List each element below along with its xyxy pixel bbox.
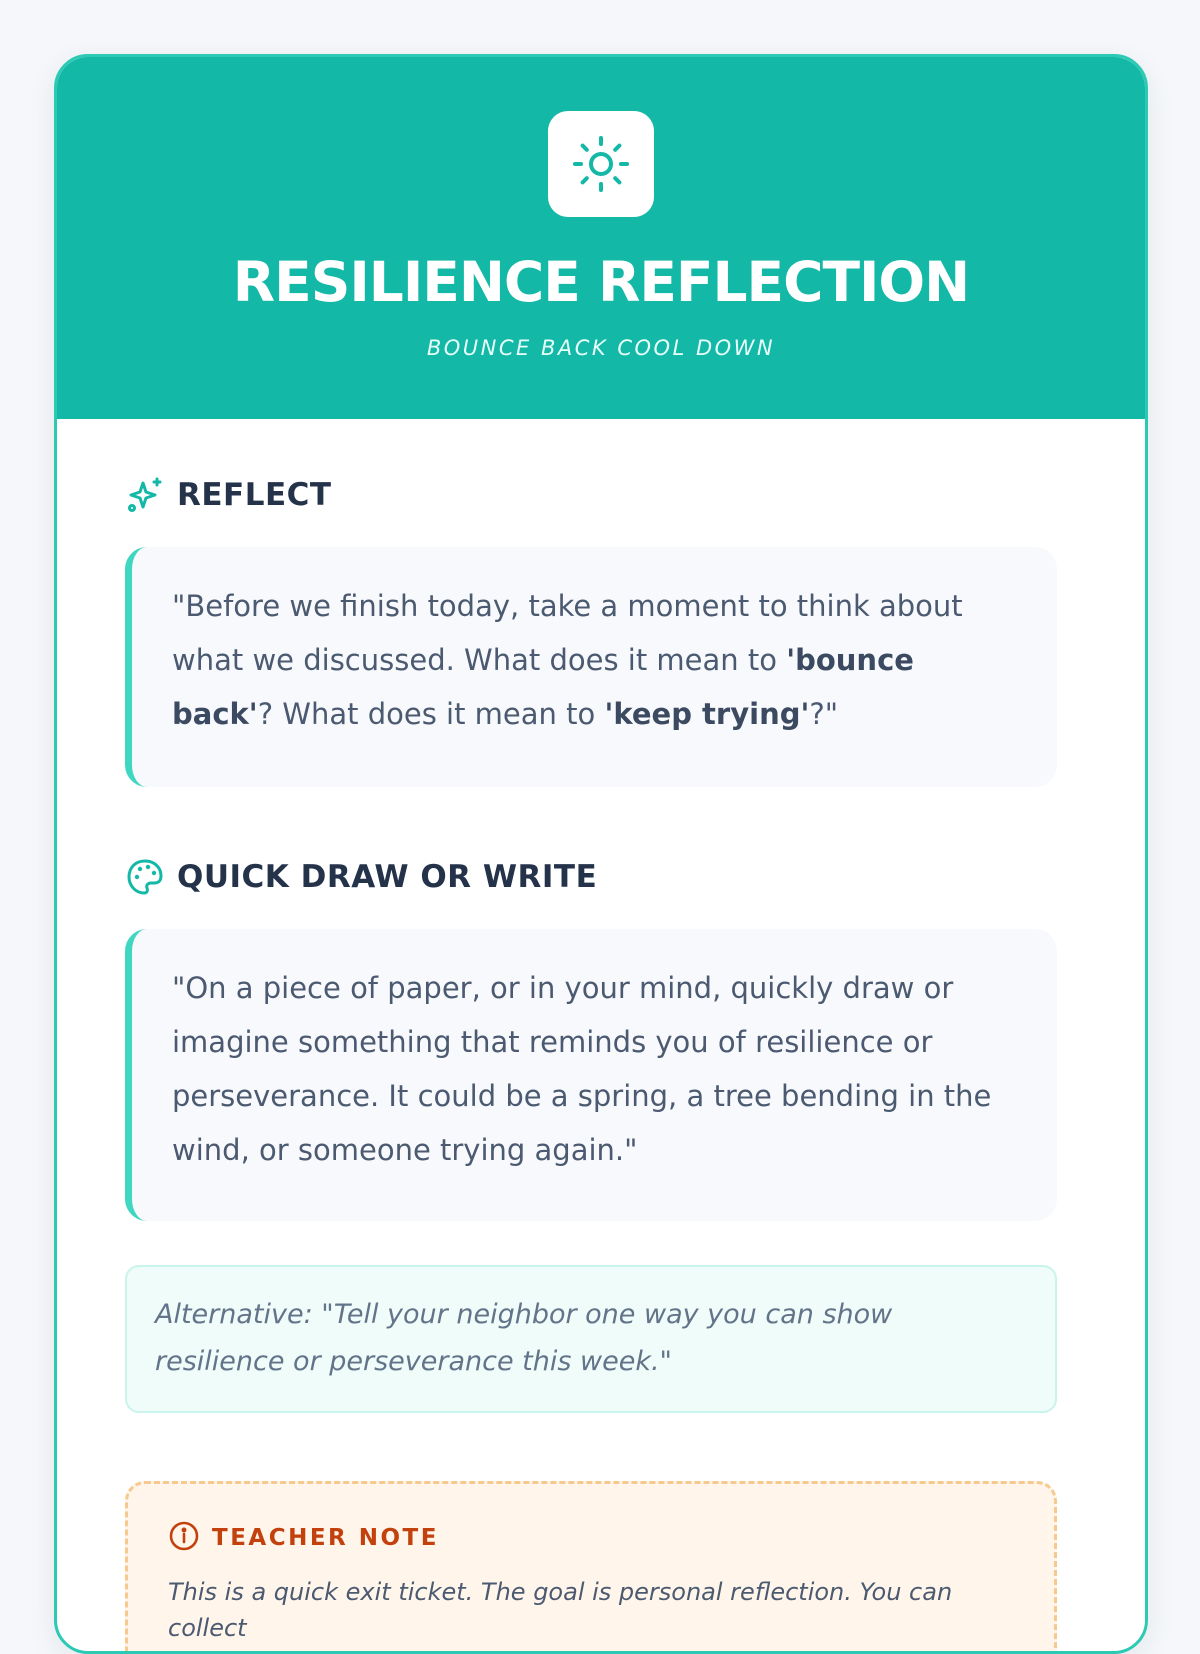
page-subtitle: BOUNCE BACK COOL DOWN [426,336,776,360]
sparkles-icon [125,475,165,515]
quote-text: "Before we finish today, take a moment to think about what we discussed. What does it mean to [172,589,963,677]
quote-text: ?" [809,697,839,731]
info-icon [168,1520,200,1556]
teacher-note [125,1481,1057,1654]
quote-emphasis: 'bounce back' [172,643,914,731]
reflect-quote [125,547,1057,787]
page-title: RESILIENCE REFLECTION [232,250,970,314]
section-title: QUICK DRAW OR WRITE [177,859,598,895]
section-draw-heading [125,857,597,897]
card-header [57,57,1145,419]
quote-text: ? What does it mean to [257,697,605,731]
teacher-note-text: This is a quick exit ticket. The goal is personal reflection. You can collect [168,1578,953,1642]
reflection-card [54,54,1148,1654]
section-title: REFLECT [177,477,332,513]
palette-icon [125,857,165,897]
teacher-note-title: TEACHER NOTE [212,1525,439,1551]
section-reflect-heading [125,475,332,515]
sun-icon [548,111,654,217]
draw-quote: "On a piece of paper, or in your mind, quickly draw or imagine something that reminds you of resilience or perseverance. It could be a spring, a tree bending in the wind, or someone trying again." [125,929,1057,1221]
teacher-note-heading [168,1520,439,1556]
quote-emphasis: 'keep trying' [604,697,810,731]
alternative-box: Alternative: "Tell your neighbor one way you can show resilience or perseverance this week." [125,1265,1057,1413]
